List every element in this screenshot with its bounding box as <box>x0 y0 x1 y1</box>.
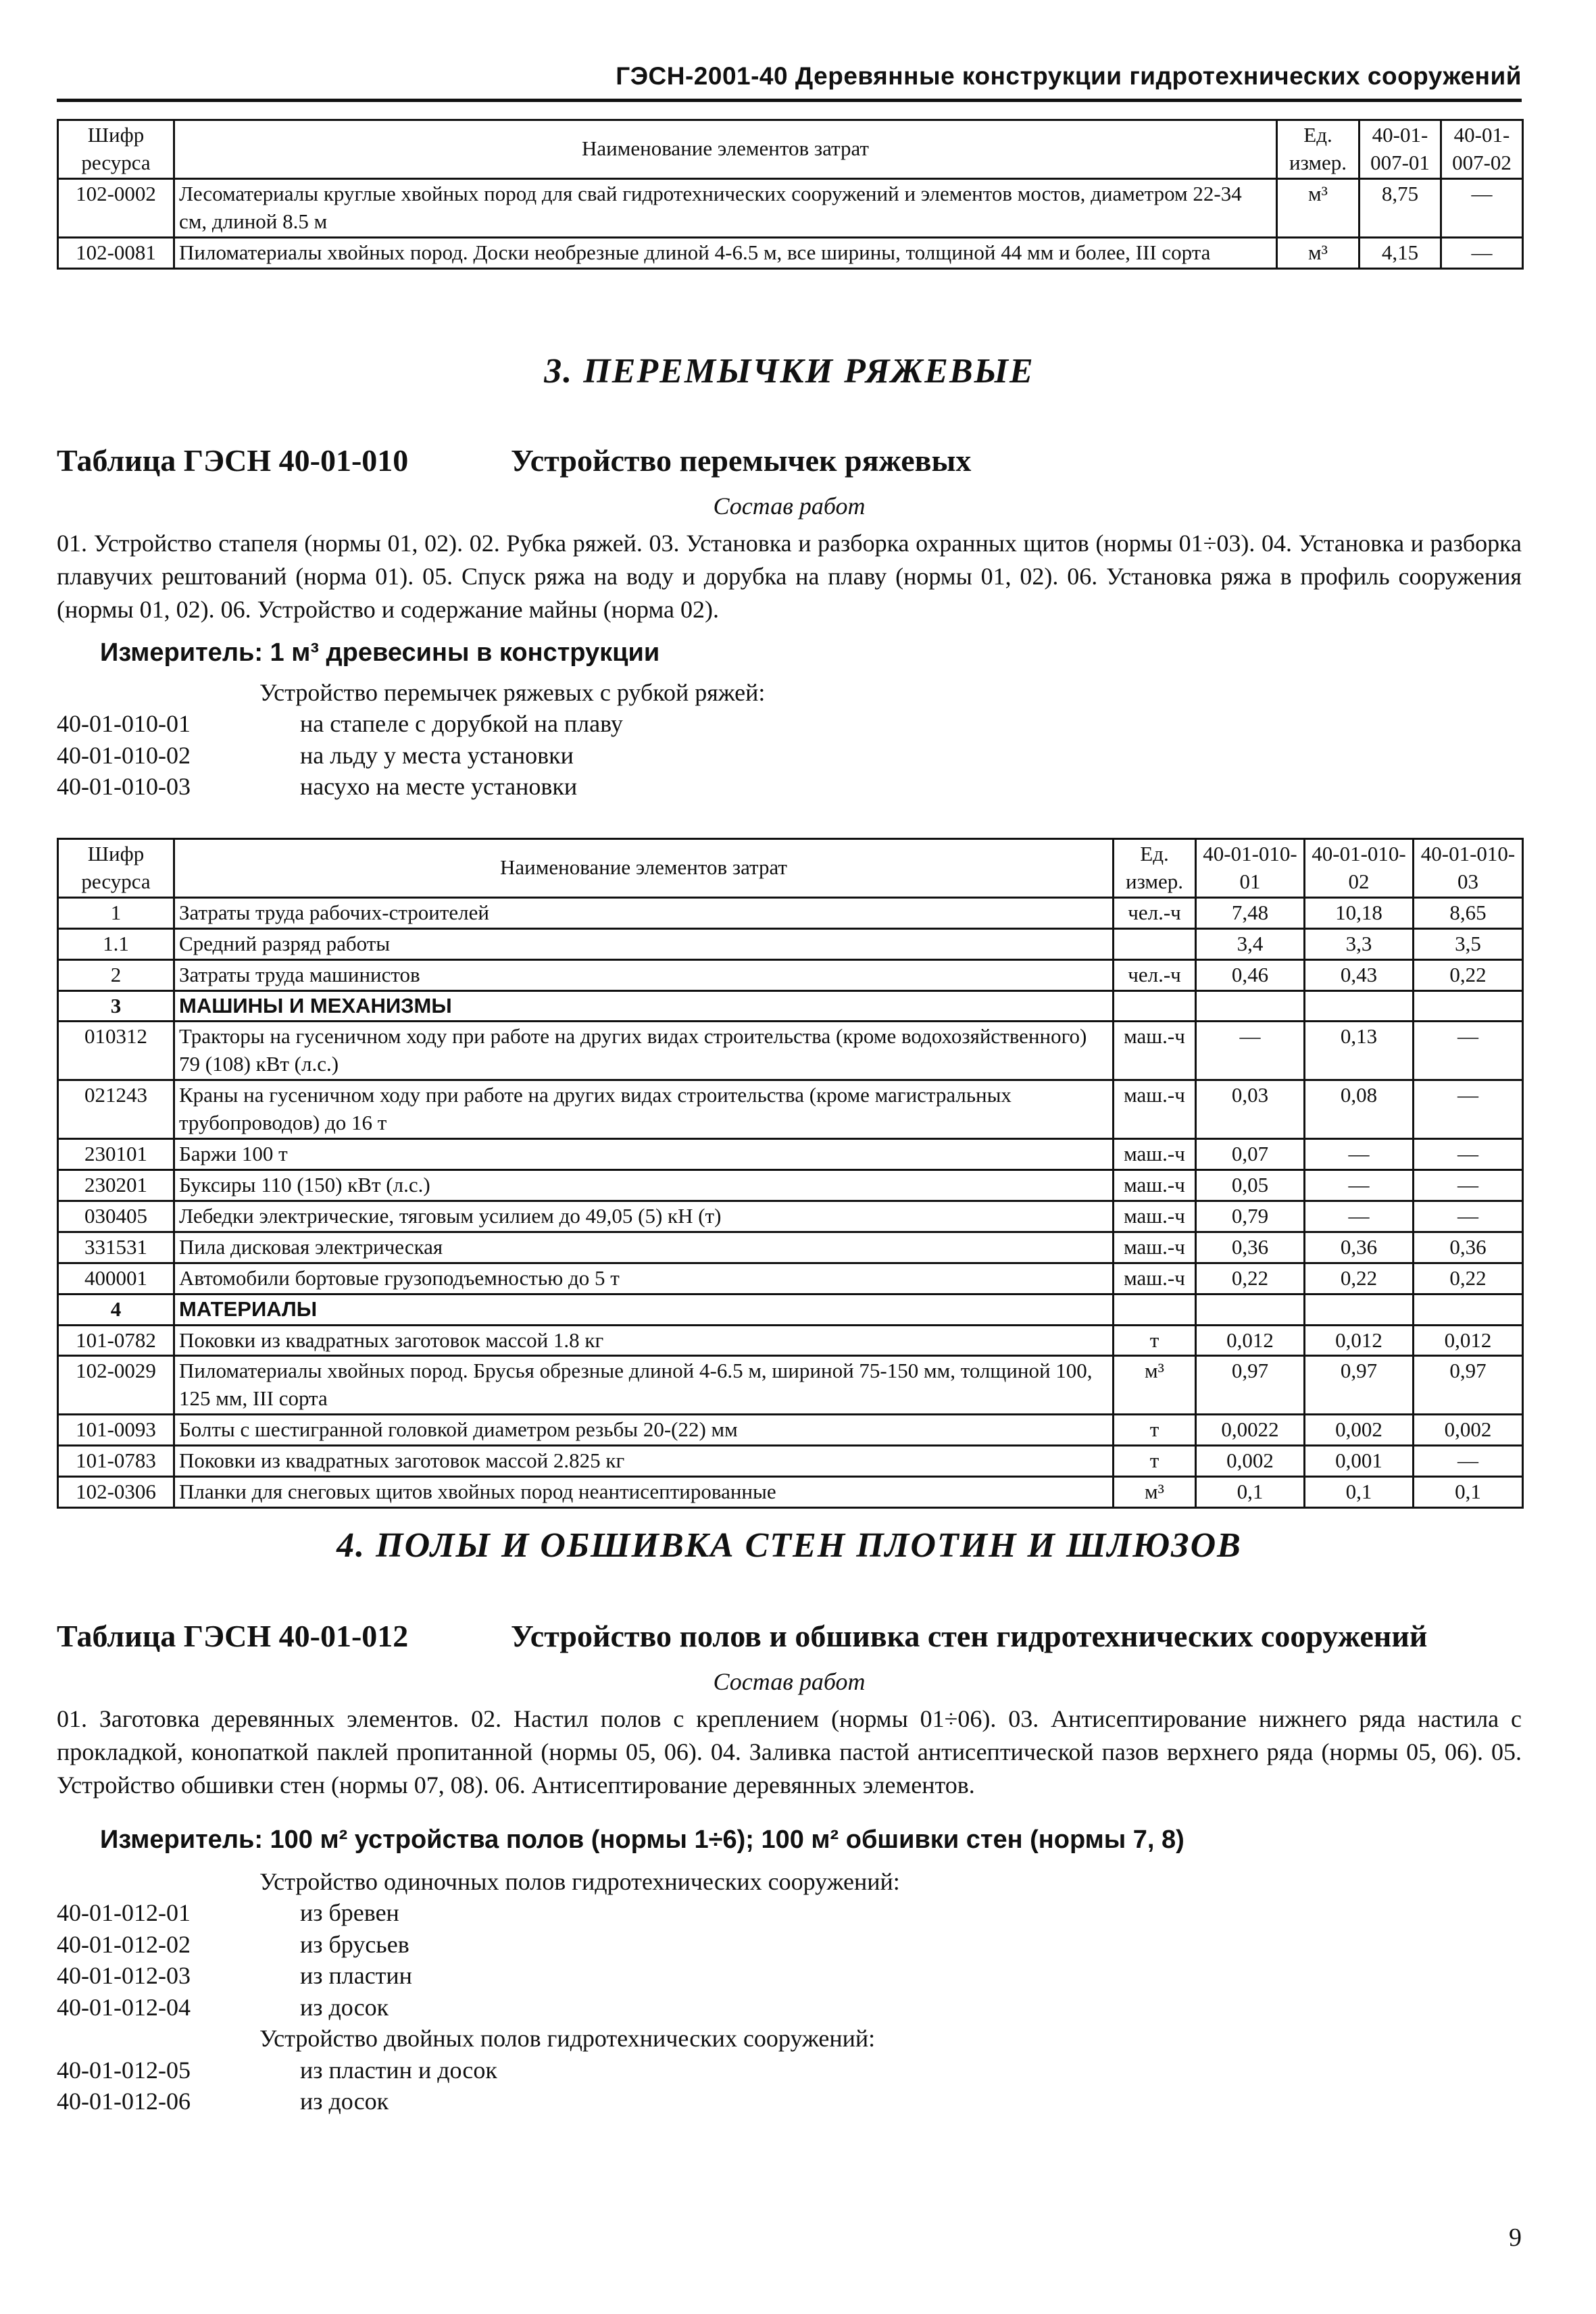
resource-unit: маш.-ч <box>1114 1080 1196 1139</box>
norm-value: 0,36 <box>1305 1232 1414 1263</box>
table-row <box>58 1139 1523 1170</box>
norm-value: — <box>1305 1169 1414 1201</box>
resource-name: Поковки из квадратных заготовок массой 1.8 кг <box>174 1325 1114 1356</box>
norm-value: — <box>1414 1080 1523 1139</box>
table-row <box>58 928 1523 959</box>
norm-code: 40-01-012-05 <box>57 2056 191 2084</box>
table-012-caption <box>57 1618 1522 1654</box>
norm-value: 0,22 <box>1414 1263 1523 1294</box>
resource-name: Пиломатериалы хвойных пород. Доски необрезные длиной 4-6.5 м, все ширины, толщиной 44 мм и более, III сорта <box>174 237 1277 268</box>
header-name: Наименование элементов затрат <box>174 839 1114 898</box>
norm-value: 0,1 <box>1196 1477 1305 1508</box>
norm-value: 0,07 <box>1196 1139 1305 1170</box>
table-header-row <box>58 839 1523 898</box>
resource-code: 1.1 <box>58 928 174 959</box>
resource-unit: маш.-ч <box>1114 1201 1196 1232</box>
norm-label: из бревен <box>300 1899 399 1927</box>
norm-list <box>57 1866 900 2117</box>
norm-value: 0,0022 <box>1196 1415 1305 1446</box>
table-number: Таблица ГЭСН 40-01-012 <box>57 1619 409 1653</box>
norm-value: — <box>1414 1139 1523 1170</box>
norm-value: 0,22 <box>1305 1263 1414 1294</box>
norm-item <box>57 740 765 771</box>
resource-name: Буксиры 110 (150) кВт (л.с.) <box>174 1169 1114 1201</box>
norm-code: 40-01-012-03 <box>57 1962 191 1990</box>
norm-value <box>1305 1294 1414 1325</box>
norm-label: насухо на месте установки <box>300 773 578 801</box>
norm-code: 40-01-012-04 <box>57 1993 191 2021</box>
section-4-title: 4. ПОЛЫ И ОБШИВКА СТЕН ПЛОТИН И ШЛЮЗОВ <box>336 1526 1242 1565</box>
norm-list <box>57 677 765 803</box>
norm-label: из пластин <box>300 1962 412 1990</box>
resource-table-007 <box>57 119 1524 270</box>
norm-item <box>57 2055 900 2086</box>
resource-name: Пила дисковая электрическая <box>174 1232 1114 1263</box>
norm-value: — <box>1305 1139 1414 1170</box>
resource-code: 102-0029 <box>58 1356 174 1415</box>
norm-value <box>1414 990 1523 1022</box>
resource-name: Болты с шестигранной головкой диаметром резьбы 20-(22) мм <box>174 1415 1114 1446</box>
norm-value <box>1414 1294 1523 1325</box>
resource-code: 101-0093 <box>58 1415 174 1446</box>
table-row <box>58 1169 1523 1201</box>
norm-label: из досок <box>300 2088 389 2115</box>
resource-code: 2 <box>58 959 174 990</box>
norm-label: из брусьев <box>300 1930 409 1958</box>
table-title: Устройство перемычек ряжевых <box>511 443 972 478</box>
resource-unit <box>1114 928 1196 959</box>
resource-unit: т <box>1114 1415 1196 1446</box>
norm-value: 0,012 <box>1414 1325 1523 1356</box>
resource-unit: маш.-ч <box>1114 1139 1196 1170</box>
norm-value: — <box>1414 1201 1523 1232</box>
norm-value: 0,97 <box>1305 1356 1414 1415</box>
table-row <box>58 897 1523 928</box>
header-unit: Ед. измер. <box>1277 120 1360 179</box>
resource-unit: маш.-ч <box>1114 1232 1196 1263</box>
page-number: 9 <box>1509 2223 1522 2252</box>
header-norm-col-2: 40-01-007-02 <box>1441 120 1523 179</box>
norm-item <box>57 1992 900 2023</box>
norm-value <box>1196 990 1305 1022</box>
resource-unit: маш.-ч <box>1114 1022 1196 1080</box>
norm-value: — <box>1414 1022 1523 1080</box>
norm-code: 40-01-012-06 <box>57 2088 191 2115</box>
norm-value <box>1305 990 1414 1022</box>
norm-label: на стапеле с дорубкой на плаву <box>300 710 623 738</box>
resource-code: 1 <box>58 897 174 928</box>
norm-value: 0,97 <box>1196 1356 1305 1415</box>
norm-value: 4,15 <box>1360 237 1441 268</box>
norm-value: 0,43 <box>1305 959 1414 990</box>
composition-text: 01. Устройство стапеля (нормы 01, 02). 02. Рубка ряжей. 03. Установка и разборка охранных щитов (нормы 01÷03). 04. Установка и разборка плавучих рештований (норма 01). 05. Спуск ряжа на воду и дорубка на плаву (нормы 01, 02). 06. Установка ряжа в профиль сооружения (нормы 01, 02). 06. Устройство и содержание майны (норма 02). <box>57 530 1522 623</box>
norm-item <box>57 708 765 739</box>
resource-name: Пиломатериалы хвойных пород. Брусья обрезные длиной 4-6.5 м, шириной 75-150 мм, толщиной 100, 125 мм, III сорта <box>174 1356 1114 1415</box>
resource-code: 331531 <box>58 1232 174 1263</box>
resource-unit: т <box>1114 1325 1196 1356</box>
table-row <box>58 1294 1523 1325</box>
table-row <box>58 990 1523 1022</box>
resource-unit: м³ <box>1277 178 1360 237</box>
norm-value: 7,48 <box>1196 897 1305 928</box>
norm-item <box>57 1960 900 1991</box>
norm-value: 3,4 <box>1196 928 1305 959</box>
resource-name: Тракторы на гусеничном ходу при работе на других видах строительства (кроме водохозяйственного) 79 (108) кВт (л.с.) <box>174 1022 1114 1080</box>
resource-name: Планки для снеговых щитов хвойных пород неантисептированные <box>174 1477 1114 1508</box>
norm-code: 40-01-012-02 <box>57 1930 191 1958</box>
norm-value: 0,03 <box>1196 1080 1305 1139</box>
resource-code: 101-0782 <box>58 1325 174 1356</box>
header-norm-col-3: 40-01-010-03 <box>1414 839 1523 898</box>
norm-intro: Устройство двойных полов гидротехнических сооружений: <box>259 2025 876 2053</box>
norm-label: из пластин и досок <box>300 2056 497 2084</box>
table-row <box>58 959 1523 990</box>
resource-name: Затраты труда машинистов <box>174 959 1114 990</box>
resource-name: Баржи 100 т <box>174 1139 1114 1170</box>
norm-value: 0,1 <box>1305 1477 1414 1508</box>
norm-value: — <box>1414 1446 1523 1477</box>
header-norm-col-1: 40-01-007-01 <box>1360 120 1441 179</box>
norm-value: 0,002 <box>1196 1446 1305 1477</box>
resource-table-010 <box>57 838 1524 1509</box>
resource-name: МАШИНЫ И МЕХАНИЗМЫ <box>174 990 1114 1022</box>
norm-item <box>57 2086 900 2117</box>
norm-value: 0,36 <box>1196 1232 1305 1263</box>
running-header: ГЭСН-2001-40 Деревянные конструкции гидротехнических сооружений <box>616 62 1522 90</box>
norm-item <box>57 771 765 802</box>
table-row <box>58 237 1523 268</box>
resource-name: Средний разряд работы <box>174 928 1114 959</box>
table-010-caption <box>57 443 1522 478</box>
norm-value: — <box>1196 1022 1305 1080</box>
resource-unit: чел.-ч <box>1114 897 1196 928</box>
norm-value: 0,1 <box>1414 1477 1523 1508</box>
norm-code: 40-01-010-02 <box>57 741 191 769</box>
resource-code: 102-0306 <box>58 1477 174 1508</box>
resource-code: 102-0002 <box>58 178 174 237</box>
meter-line: Измеритель: 100 м² устройства полов (нормы 1÷6); 100 м² обшивки стен (нормы 7, 8) <box>100 1826 1184 1854</box>
norm-code: 40-01-010-03 <box>57 773 191 801</box>
norm-value: 0,012 <box>1305 1325 1414 1356</box>
resource-unit: м³ <box>1277 237 1360 268</box>
norm-item <box>57 1897 900 1928</box>
norm-value: — <box>1305 1201 1414 1232</box>
norm-value: 3,3 <box>1305 928 1414 959</box>
resource-unit: чел.-ч <box>1114 959 1196 990</box>
table-header-row <box>58 120 1523 179</box>
table-title: Устройство полов и обшивка стен гидротехнических сооружений <box>511 1619 1428 1653</box>
norm-value: 8,65 <box>1414 897 1523 928</box>
header-code: Шифр ресурса <box>58 120 174 179</box>
table-body <box>58 897 1523 1507</box>
norm-value: — <box>1441 237 1523 268</box>
header-code: Шифр ресурса <box>58 839 174 898</box>
table-row <box>58 1080 1523 1139</box>
table-row <box>58 1415 1523 1446</box>
norm-code: 40-01-012-01 <box>57 1899 191 1927</box>
resource-code: 101-0783 <box>58 1446 174 1477</box>
composition-heading: Состав работ <box>713 493 866 520</box>
resource-unit: м³ <box>1114 1356 1196 1415</box>
norm-value: 0,46 <box>1196 959 1305 990</box>
meter-line: Измеритель: 1 м³ древесины в конструкции <box>100 638 660 667</box>
table-row <box>58 178 1523 237</box>
resource-unit: т <box>1114 1446 1196 1477</box>
resource-code: 010312 <box>58 1022 174 1080</box>
resource-code: 3 <box>58 990 174 1022</box>
resource-unit: маш.-ч <box>1114 1169 1196 1201</box>
resource-name: Лесоматериалы круглые хвойных пород для свай гидротехнических сооружений и элементов мостов, диаметром 22-34 см, длиной 8.5 м <box>174 178 1277 237</box>
header-unit: Ед. измер. <box>1114 839 1196 898</box>
norm-value: 8,75 <box>1360 178 1441 237</box>
norm-value: 0,08 <box>1305 1080 1414 1139</box>
resource-code: 102-0081 <box>58 237 174 268</box>
resource-code: 4 <box>58 1294 174 1325</box>
table-row <box>58 1201 1523 1232</box>
resource-code: 030405 <box>58 1201 174 1232</box>
norm-intro: Устройство перемычек ряжевых с рубкой ряжей: <box>259 679 766 706</box>
resource-unit <box>1114 1294 1196 1325</box>
norm-value: 0,012 <box>1196 1325 1305 1356</box>
norm-value: 0,97 <box>1414 1356 1523 1415</box>
resource-name: Краны на гусеничном ходу при работе на других видах строительства (кроме магистральных трубопроводов) до 16 т <box>174 1080 1114 1139</box>
resource-code: 230101 <box>58 1139 174 1170</box>
norm-code: 40-01-010-01 <box>57 710 191 738</box>
norm-value: 3,5 <box>1414 928 1523 959</box>
header-norm-col-2: 40-01-010-02 <box>1305 839 1414 898</box>
resource-unit: маш.-ч <box>1114 1263 1196 1294</box>
table-row <box>58 1325 1523 1356</box>
table-number: Таблица ГЭСН 40-01-010 <box>57 443 409 478</box>
resource-name: Автомобили бортовые грузоподъемностью до 5 т <box>174 1263 1114 1294</box>
norm-value: — <box>1441 178 1523 237</box>
table-row <box>58 1232 1523 1263</box>
norm-intro: Устройство одиночных полов гидротехнических сооружений: <box>259 1868 900 1895</box>
table-row <box>58 1446 1523 1477</box>
header-name: Наименование элементов затрат <box>174 120 1277 179</box>
norm-item <box>57 1929 900 1960</box>
table-row <box>58 1477 1523 1508</box>
table-row <box>58 1022 1523 1080</box>
norm-value: 0,36 <box>1414 1232 1523 1263</box>
resource-unit <box>1114 990 1196 1022</box>
norm-value: 0,001 <box>1305 1446 1414 1477</box>
resource-name: МАТЕРИАЛЫ <box>174 1294 1114 1325</box>
norm-value: 0,79 <box>1196 1201 1305 1232</box>
norm-value: — <box>1414 1169 1523 1201</box>
resource-code: 021243 <box>58 1080 174 1139</box>
composition-text: 01. Заготовка деревянных элементов. 02. Настил полов с креплением (нормы 01÷06). 03. Антисептирование нижнего ряда настила с прокладкой, конопаткой паклей пропитанной (нормы 05, 06). 04. Заливка пастой антисептической пазов верхнего ряда (нормы 05, 06). 05. Устройство обшивки стен (нормы 07, 08). 06. Антисептирование деревянных элементов. <box>57 1705 1522 1799</box>
norm-value: 0,05 <box>1196 1169 1305 1201</box>
norm-value: 0,22 <box>1196 1263 1305 1294</box>
resource-name: Поковки из квадратных заготовок массой 2.825 кг <box>174 1446 1114 1477</box>
table-row <box>58 1263 1523 1294</box>
header-norm-col-1: 40-01-010-01 <box>1196 839 1305 898</box>
norm-label: на льду у места установки <box>300 741 574 769</box>
resource-unit: м³ <box>1114 1477 1196 1508</box>
section-3-title: 3. ПЕРЕМЫЧКИ РЯЖЕВЫЕ <box>544 352 1034 391</box>
norm-value: 0,13 <box>1305 1022 1414 1080</box>
norm-value <box>1196 1294 1305 1325</box>
resource-name: Лебедки электрические, тяговым усилием до 49,05 (5) кН (т) <box>174 1201 1114 1232</box>
header-rule <box>57 99 1522 102</box>
norm-value: 0,002 <box>1305 1415 1414 1446</box>
norm-value: 0,002 <box>1414 1415 1523 1446</box>
resource-code: 400001 <box>58 1263 174 1294</box>
norm-value: 0,22 <box>1414 959 1523 990</box>
table-row <box>58 1356 1523 1415</box>
composition-heading: Состав работ <box>713 1668 866 1695</box>
norm-label: из досок <box>300 1993 389 2021</box>
resource-name: Затраты труда рабочих-строителей <box>174 897 1114 928</box>
resource-code: 230201 <box>58 1169 174 1201</box>
norm-value: 10,18 <box>1305 897 1414 928</box>
